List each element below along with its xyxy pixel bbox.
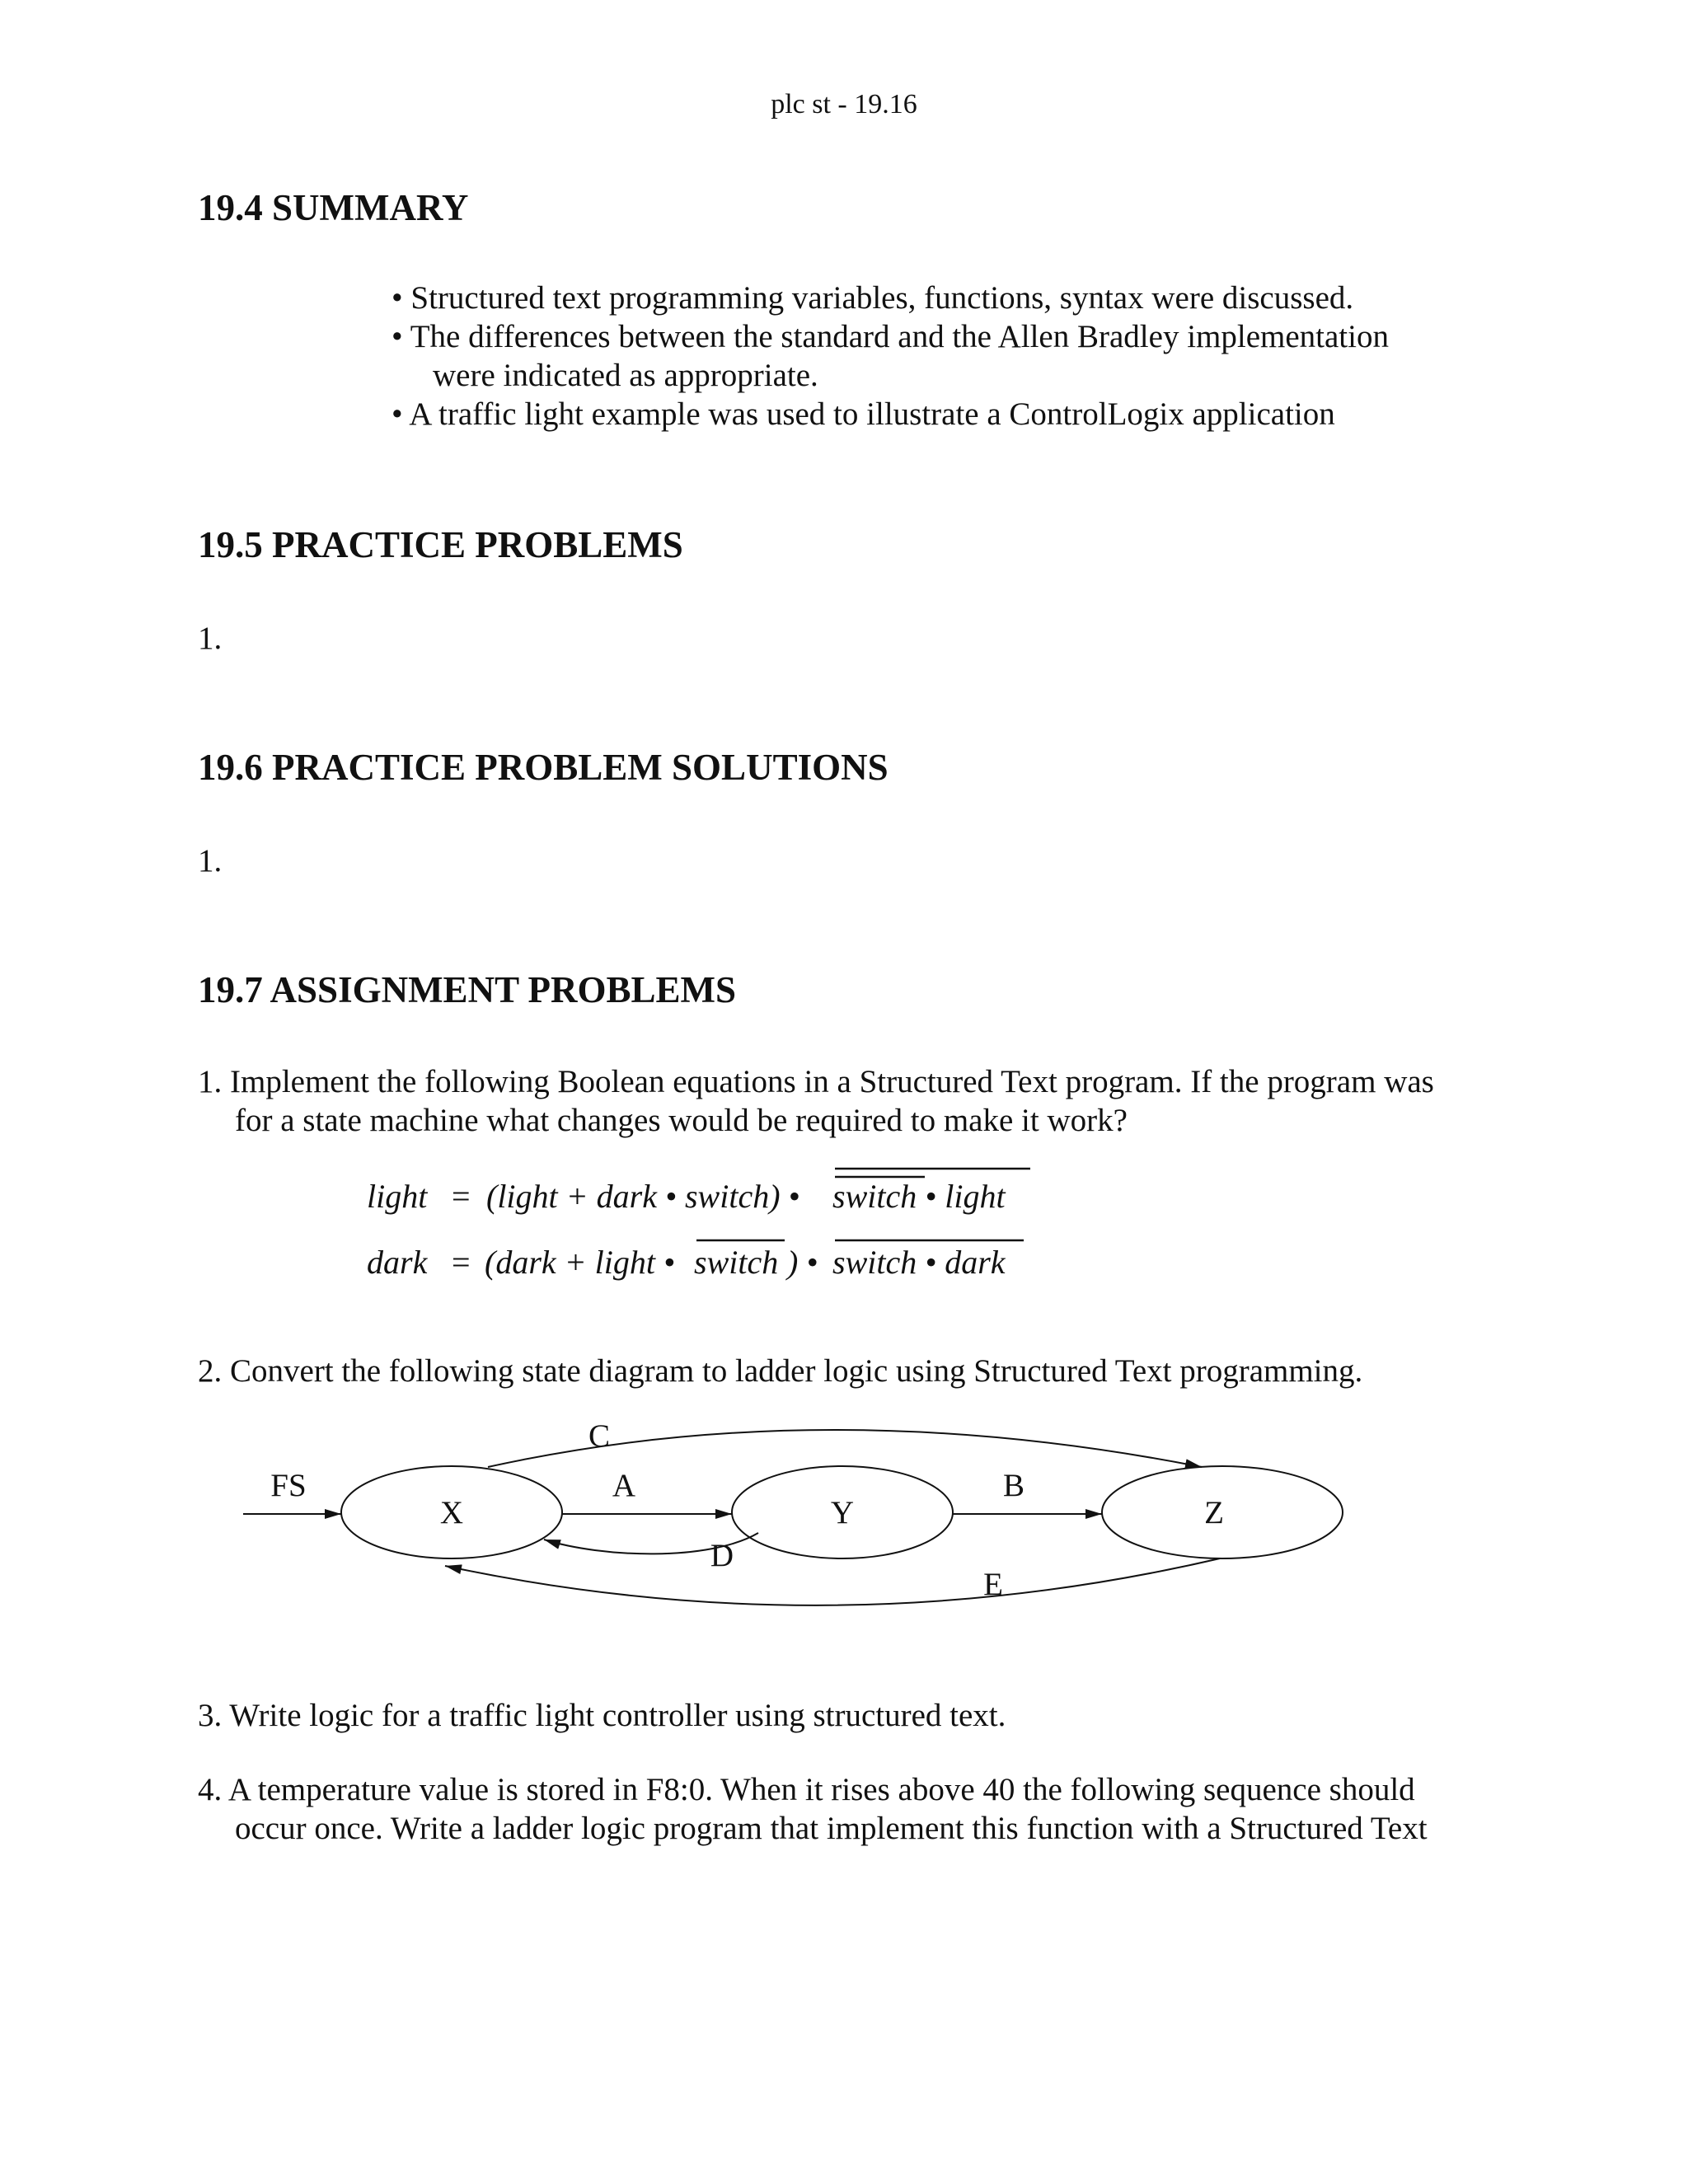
assignment-problem-2: 2. Convert the following state diagram to ladder logic using Structured Text programming. xyxy=(198,1353,1363,1389)
state-x-label: X xyxy=(439,1495,464,1530)
eq-dark-equals: = xyxy=(452,1244,471,1281)
transition-d-label: D xyxy=(710,1538,734,1573)
eq-light-rhs-b: switch • light xyxy=(832,1178,1006,1215)
assignment-problem-4 xyxy=(198,1770,1428,1848)
eq-light-rhs-a: (light + dark • switch) • xyxy=(486,1178,800,1215)
state-diagram xyxy=(0,1409,1688,1640)
eq-light-equals: = xyxy=(452,1178,471,1215)
summary-bullet-2-cont: were indicated as appropriate. xyxy=(433,358,818,393)
section-title-summary: 19.4 SUMMARY xyxy=(198,187,469,228)
state-z-label: Z xyxy=(1204,1495,1224,1530)
section-title-practice: 19.5 PRACTICE PROBLEMS xyxy=(198,524,683,565)
transition-e-label: E xyxy=(983,1567,1003,1602)
eq-dark-rhs-d: switch • dark xyxy=(832,1244,1006,1281)
transition-c-label: C xyxy=(588,1418,611,1454)
transition-b-label: B xyxy=(1002,1468,1025,1503)
summary-bullet-3: • A traffic light example was used to illustrate a ControlLogix application xyxy=(392,396,1335,432)
practice-item-1: 1. xyxy=(198,621,223,656)
arrow-e xyxy=(445,1558,1220,1605)
problem-1-line-2: for a state machine what changes would be required to make it work? xyxy=(235,1103,1128,1138)
boolean-equations xyxy=(0,1154,1688,1302)
problem-4-line-1: 4. A temperature value is stored in F8:0. When it rises above 40 the following sequence should xyxy=(198,1772,1415,1807)
problem-4-line-2: occur once. Write a ladder logic program that implement this function with a Structured Text xyxy=(235,1811,1428,1846)
eq-dark-rhs-a: (dark + light • xyxy=(485,1244,675,1281)
summary-bullets xyxy=(392,279,1389,434)
section-title-solutions: 19.6 PRACTICE PROBLEM SOLUTIONS xyxy=(198,747,889,788)
assignment-problem-3: 3. Write logic for a traffic light controller using structured text. xyxy=(198,1698,1006,1733)
solutions-item-1: 1. xyxy=(198,843,223,879)
eq-light-lhs: light xyxy=(367,1178,428,1215)
transition-a-label: A xyxy=(612,1468,636,1503)
summary-bullet-1: • Structured text programming variables, functions, syntax were discussed. xyxy=(392,280,1354,316)
eq-dark-lhs: dark xyxy=(367,1244,428,1281)
eq-dark-rhs-c: ) • xyxy=(787,1244,818,1281)
problem-1-line-1: 1. Implement the following Boolean equations in a Structured Text program. If the program was xyxy=(198,1064,1434,1099)
transition-fs-label: FS xyxy=(270,1468,307,1503)
summary-bullet-2: • The differences between the standard and the Allen Bradley implementation xyxy=(392,319,1389,354)
eq-dark-rhs-b: switch xyxy=(694,1244,779,1281)
state-y-label: Y xyxy=(830,1495,855,1530)
assignment-problem-1 xyxy=(198,1062,1434,1140)
section-title-assignment: 19.7 ASSIGNMENT PROBLEMS xyxy=(198,969,737,1010)
page-header: plc st - 19.16 xyxy=(771,89,917,120)
